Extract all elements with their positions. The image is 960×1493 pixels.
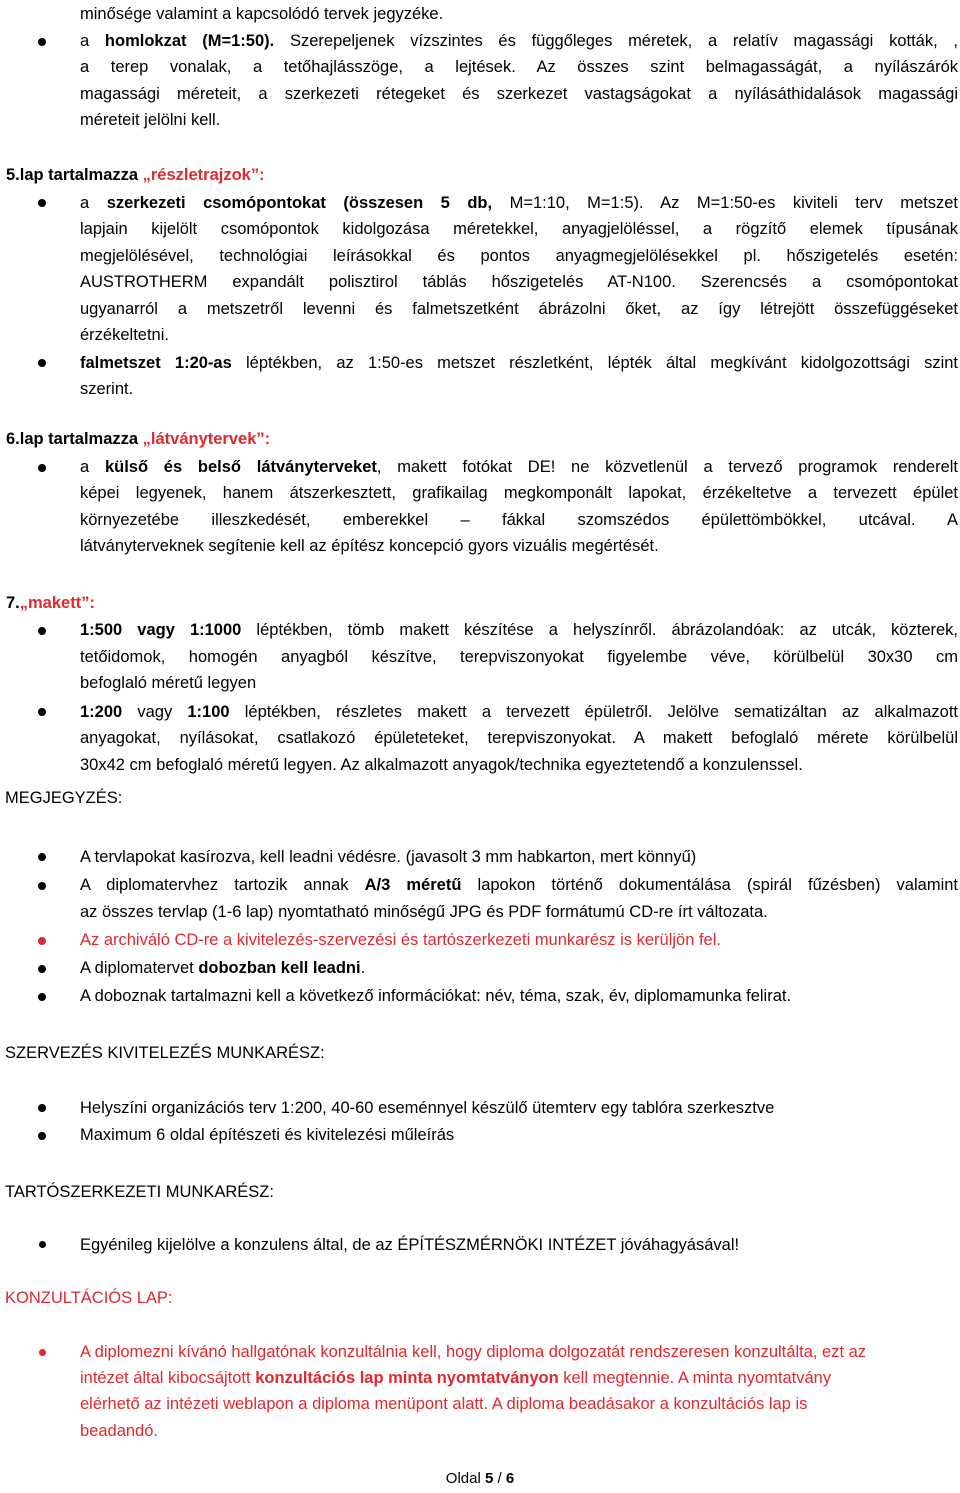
- bullet-icon: [39, 1349, 46, 1356]
- section-heading-organization: SZERVEZÉS KIVITELEZÉS MUNKARÉSZ:: [5, 1044, 325, 1062]
- bullet-icon: [38, 627, 46, 635]
- section-heading-structural: TARTÓSZERKEZETI MUNKARÉSZ:: [5, 1183, 274, 1201]
- paragraph-line: minősége valamint a kapcsolódó tervek jegyzéke.: [80, 5, 444, 23]
- paragraph-line: befoglaló méretű legyen: [80, 674, 257, 692]
- paragraph-line: anyagokat, nyílásokat, csatlakozó épületeteket, terepviszonyokat. A makett befoglaló mérete körülbelül: [80, 729, 958, 747]
- paragraph-line: a homlokzat (M=1:50). Szerepeljenek vízszintes és függőleges méretek, a relatív magassági kották, ,: [80, 32, 959, 50]
- paragraph-line: a külső és belső látványterveket, makett fotókat DE! ne közvetlenül a tervező programok renderelt: [80, 458, 959, 476]
- paragraph-line: a terep vonalak, a tetőhajlásszöge, a lejtések. Az összes szint belmagasságát, a nyílászárók: [80, 58, 958, 76]
- paragraph-line: 1:200 vagy 1:100 léptékben, részletes makett a tervezett épületről. Jelölve sematizáltan az alkalmazott: [80, 703, 958, 721]
- paragraph-line: tetőidomok, homogén anyagból készítve, terepviszonyokat figyelembe véve, körülbelül 30x30 cm: [80, 648, 958, 666]
- paragraph-line: Maximum 6 oldal építészeti és kivitelezési műleírás: [80, 1126, 455, 1144]
- paragraph-line: ugyanarról a metszetről levenni és falmetszetként ábrázolni őket, az így létrejött összefüggéseket: [80, 300, 958, 318]
- bullet-icon: [38, 1132, 46, 1140]
- paragraph-line: méreteit jelölni kell.: [80, 111, 221, 129]
- bullet-icon: [38, 882, 46, 890]
- paragraph-line: lapjain kijelölt csomópontok kidolgozása méretekkel, anyagjelöléssel, a rögzítő elemek típusának: [80, 220, 958, 238]
- paragraph-line: a szerkezeti csomópontokat (összesen 5 db, M=1:10, M=1:5). Az M=1:50-es kiviteli terv metszet: [80, 194, 959, 212]
- paragraph-line: látványterveknek segítenie kell az építész koncepció gyors vizuális megértését.: [80, 537, 659, 555]
- section-heading-6: 6.lap tartalmazza „látványtervek”:: [6, 430, 271, 448]
- bullet-icon: [38, 38, 46, 46]
- paragraph-line: A diplomezni kívánó hallgatónak konzultálnia kell, hogy diploma dolgozatát rendszeresen konzultálta, ezt az: [80, 1343, 867, 1361]
- paragraph-line: elérhető az intézeti weblapon a diploma menüpont alatt. A diploma beadásakor a konzultációs lap is: [80, 1395, 808, 1413]
- bullet-icon: [38, 937, 46, 945]
- section-heading-notes: MEGJEGYZÉS:: [5, 789, 123, 807]
- paragraph-line: Helyszíni organizációs terv 1:200, 40-60 eseménnyel készülő ütemterv egy tablóra szerkesztve: [80, 1099, 775, 1117]
- page-footer: Oldal 5 / 6: [445, 1470, 515, 1487]
- paragraph-line: 30x42 cm befoglaló méretű legyen. Az alkalmazott anyagok/technika egyeztetendő a konzulenssel.: [80, 756, 803, 774]
- paragraph-line: intézet által kibocsájtott konzultációs lap minta nyomtatványon kell megtennie. A minta nyomtatvány: [80, 1369, 832, 1387]
- section-heading-5: 5.lap tartalmazza „részletrajzok”:: [6, 166, 265, 184]
- paragraph-line: A diplomatervhez tartozik annak A/3 méretű lapokon történő dokumentálása (spirál fűzésben) valamint: [80, 876, 958, 894]
- bullet-icon: [38, 199, 46, 207]
- paragraph-line: Az archiváló CD-re a kivitelezés-szervezési és tartószerkezeti munkarész is kerüljön fel.: [80, 931, 721, 949]
- paragraph-line: érzékeltetni.: [80, 326, 169, 344]
- paragraph-line: környezetébe illeszkedését, emberekkel – fákkal szomszédos épülettömbökkel, utcával. A: [80, 511, 958, 529]
- paragraph-line: 1:500 vagy 1:1000 léptékben, tömb makett készítése a helyszínről. ábrázolandóak: az utcák, közterek,: [80, 621, 958, 639]
- paragraph-line: beadandó.: [80, 1422, 158, 1440]
- section-heading-7: 7.„makett”:: [6, 594, 95, 612]
- paragraph-line: A doboznak tartalmazni kell a következő információkat: név, téma, szak, év, diplomamunka felirat.: [80, 987, 792, 1005]
- paragraph-line: A diplomatervet dobozban kell leadni.: [80, 959, 366, 977]
- section-heading-consultation: KONZULTÁCIÓS LAP:: [5, 1289, 173, 1307]
- bullet-icon: [38, 359, 46, 367]
- paragraph-line: falmetszet 1:20-as léptékben, az 1:50-es metszet részletként, lépték által megkívánt kidolgozottsági szint: [80, 354, 959, 372]
- paragraph-line: A tervlapokat kasírozva, kell leadni védésre. (javasolt 3 mm habkarton, mert könnyű): [80, 848, 697, 866]
- bullet-icon: [38, 464, 46, 472]
- bullet-icon: [38, 965, 46, 973]
- paragraph-line: AUSTROTHERM expandált polisztirol táblás hőszigetelés AT-N100. Szerencsés a csomópontokat: [80, 273, 958, 291]
- bullet-icon: [38, 1104, 46, 1112]
- paragraph-line: az összes tervlap (1-6 lap) nyomtatható minőségű JPG és PDF formátumú CD-re írt változata.: [80, 903, 768, 921]
- bullet-icon: [38, 993, 46, 1001]
- paragraph-line: magassági méreteit, a szerkezeti rétegeket és szerkezet vastagságokat a nyílásáthidalások magassági: [80, 85, 958, 103]
- bullet-icon: [38, 853, 46, 861]
- bullet-icon: [38, 708, 46, 716]
- paragraph-line: Egyénileg kijelölve a konzulens által, de az ÉPÍTÉSZMÉRNÖKI INTÉZET jóváhagyásával!: [80, 1236, 740, 1254]
- paragraph-line: megjelölésével, technológiai leírásokkal és pontos anyagmegjelölésekkel pl. hőszigetelés esetén:: [80, 247, 958, 265]
- paragraph-line: képei legyenek, hanem átszerkesztett, grafikailag megkomponált lapokat, érzékeltetve a tervezett épület: [80, 484, 958, 502]
- paragraph-line: szerint.: [80, 380, 134, 398]
- bullet-icon: [39, 1241, 46, 1248]
